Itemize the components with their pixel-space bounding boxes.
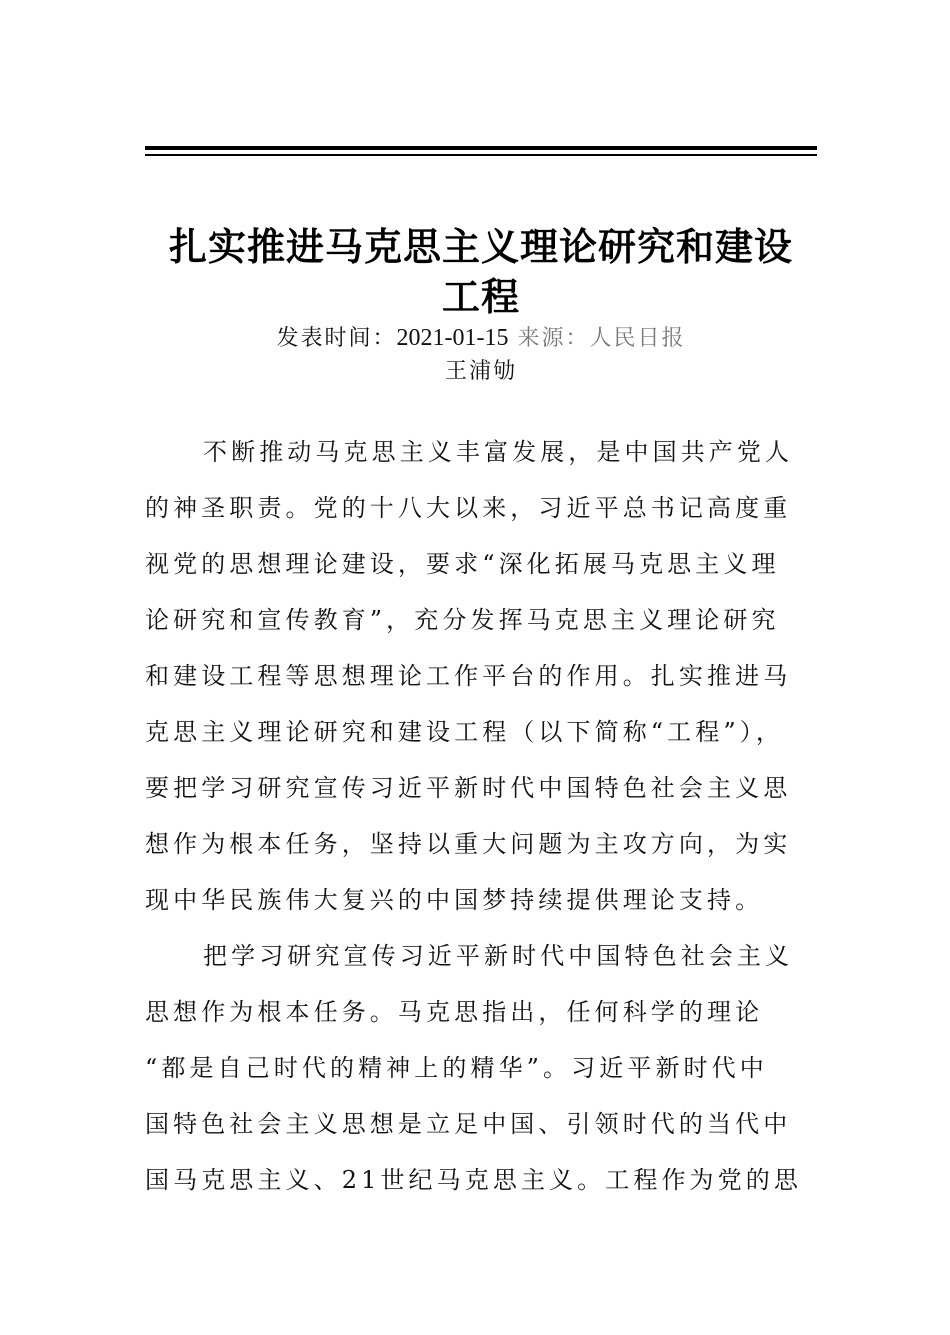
paragraph-line: 克思主义理论研究和建设工程（以下简称“工程”）， (145, 718, 784, 746)
paragraph-line: “都是自己时代的精神上的精华”。习近平新时代中 (145, 1054, 768, 1082)
article-title-line-1: 扎实推进马克思主义理论研究和建设 (168, 225, 793, 269)
paragraph-line: 国特色社会主义思想是立足中国、引领时代的当代中 (145, 1110, 792, 1138)
paragraph-line: 现中华民族伟大复兴的中国梦持续提供理论支持。 (145, 886, 764, 914)
article-author: 王浦劬 (444, 359, 517, 384)
paragraph-line: 论研究和宣传教育”，充分发挥马克思主义理论研究 (145, 606, 780, 634)
paragraph-2 (145, 928, 835, 1208)
paragraph-line: 想作为根本任务，坚持以重大问题为主攻方向，为实 (145, 830, 792, 858)
paragraph-line: 和建设工程等思想理论工作平台的作用。扎实推进马 (145, 662, 792, 690)
paragraph-line: 的神圣职责。党的十八大以来，习近平总书记高度重 (145, 494, 792, 522)
paragraph-1 (145, 424, 835, 928)
article-body (145, 424, 835, 1208)
paragraph-line: 思想作为根本任务。马克思指出，任何科学的理论 (145, 998, 764, 1026)
publish-date-value: 2021-01-15 (396, 325, 509, 351)
paragraph-line: 不断推动马克思主义丰富发展，是中国共产党人 (203, 438, 794, 466)
paragraph-line: 把学习研究宣传习近平新时代中国特色社会主义 (203, 942, 794, 970)
publish-date-label: 发表时间： (276, 326, 397, 351)
paragraph-line: 国马克思主义、21世纪马克思主义。工程作为党的思 (145, 1166, 802, 1194)
article-title-line-2: 工程 (441, 275, 520, 319)
paragraph-line: 视党的思想理论建设，要求“深化拓展马克思主义理 (145, 550, 780, 578)
article-meta (145, 322, 817, 355)
header-rule-thin (145, 154, 817, 156)
article-title (145, 222, 817, 322)
paragraph-line: 要把学习研究宣传习近平新时代中国特色社会主义思 (145, 774, 792, 802)
header-rule-thick (145, 146, 817, 150)
article-source: 来源：人民日报 (517, 326, 686, 351)
